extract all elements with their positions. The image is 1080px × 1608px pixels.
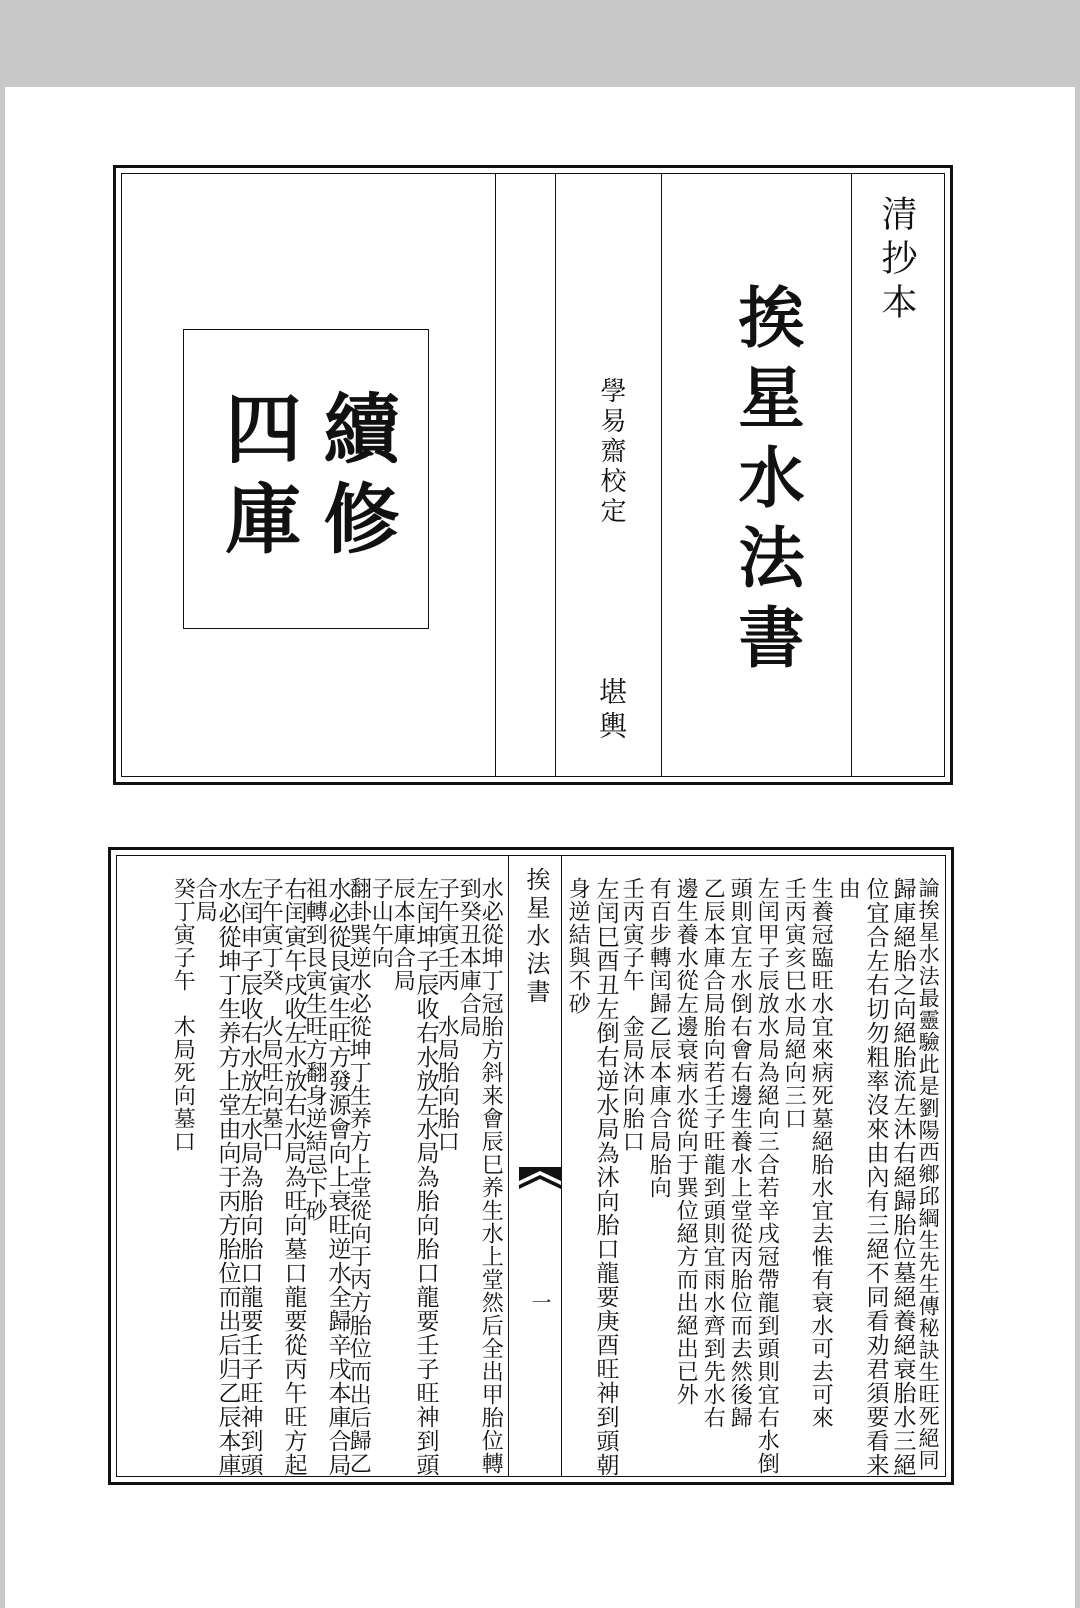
text-column: 左闰坤子辰收右水放左水局為胎向胎口龍要壬子旺神到頭 xyxy=(412,877,439,1477)
text-column: 水必從艮寅生旺方發源會向上衰旺逆水全歸辛戌本庫合局 xyxy=(324,877,351,1477)
seal-column: 四庫 xyxy=(213,389,302,569)
seal-column: 續修 xyxy=(311,389,400,569)
book-title: 挨星水法書 xyxy=(727,283,805,683)
text-column: 有百步轉闰歸乙辰本庫合局胎向 xyxy=(646,877,672,1199)
text-column: 位宜合左右切勿粗率沒來由內有三絕不同看劝君須要看来 xyxy=(862,877,889,1477)
text-column: 子午寅丁癸 火局旺向墓口 xyxy=(258,877,284,1153)
text-column: 身逆結與不砂 xyxy=(565,877,591,1015)
text-column: 辰本庫合局 xyxy=(390,877,416,992)
text-column: 水必從坤丁冠胎方斜来會辰巳养生水上堂然后全出甲胎位轉 xyxy=(478,877,504,1475)
text-column: 壬丙寅子午 金局沐向胎口 xyxy=(619,877,645,1153)
text-column: 癸丁寅子午 木局死向墓口 xyxy=(170,877,196,1153)
text-column: 頭則宜左水倒右會右邊生養水上堂從丙胎位而去然後歸 xyxy=(727,877,753,1429)
text-column: 歸庫絕胎之向絕胎流左沐右絕歸胎位墓絕養絕衰胎水三絕 xyxy=(889,877,916,1477)
text-column: 論挨星水法最靈驗此是劉陽西鄉邱綱生先生傳秘訣生旺死絕同 xyxy=(916,877,941,1471)
text-column: 到癸丑本庫合局 xyxy=(456,877,482,1038)
divider xyxy=(851,173,852,777)
text-column: 翻卦巽逆水必從坤丁生养方上堂從向于丙方胎位而出后歸乙 xyxy=(346,877,372,1475)
manuscript-text xyxy=(116,855,946,1477)
text-column: 生養冠臨旺水宜來病死墓絕胎水宜去惟有衰水可去可來 xyxy=(808,877,834,1429)
divider xyxy=(555,173,556,777)
divider xyxy=(661,173,662,777)
text-column: 右闰寅午戌收左水放右水局為旺向墓口龍要從丙午旺方起 xyxy=(280,877,307,1477)
text-column: 壬丙寅亥巳水局絕向三口 xyxy=(781,877,807,1130)
text-column: 子午寅壬丙 水局胎向胎口 xyxy=(434,877,460,1153)
fold-title: 挨星水法書 xyxy=(522,867,550,1007)
text-column: 左闰申子辰收右水放左水局為胎向胎口龍要壬子旺神到頭 xyxy=(236,877,263,1477)
scan-page xyxy=(5,87,1075,1608)
edition-label: 清抄本 xyxy=(876,195,917,327)
category-label: 堪輿 xyxy=(595,677,628,745)
text-column: 水必從坤丁生养方上堂由向于丙方胎位而出后归乙辰本庫 xyxy=(214,877,241,1477)
text-column: 由 xyxy=(835,877,861,900)
text-column: 子山午向 xyxy=(368,877,394,969)
text-column: 乙辰本庫合局胎向若壬子旺龍到頭則宜雨水齊到先水右 xyxy=(700,877,726,1429)
library-seal xyxy=(183,329,429,629)
text-column: 邊生養水從左邊衰病水從向于巽位絕方而出絕出已外 xyxy=(673,877,699,1406)
text-column: 左闰巳酉丑左倒右逆水局為沐向胎口龍要庚酉旺神到頭朝 xyxy=(592,877,619,1477)
text-column: 祖轉到艮寅生旺方翻身逆結忌下砂 xyxy=(302,877,328,1222)
collator-label: 學易齋校定 xyxy=(596,377,626,527)
folio-number: 一 xyxy=(528,1292,552,1312)
divider xyxy=(495,173,496,777)
text-column: 合局 xyxy=(192,877,218,923)
text-column: 左闰甲子辰放水局為絕向三合若辛戌冠帶龍到頭則宜右水倒 xyxy=(754,877,780,1475)
